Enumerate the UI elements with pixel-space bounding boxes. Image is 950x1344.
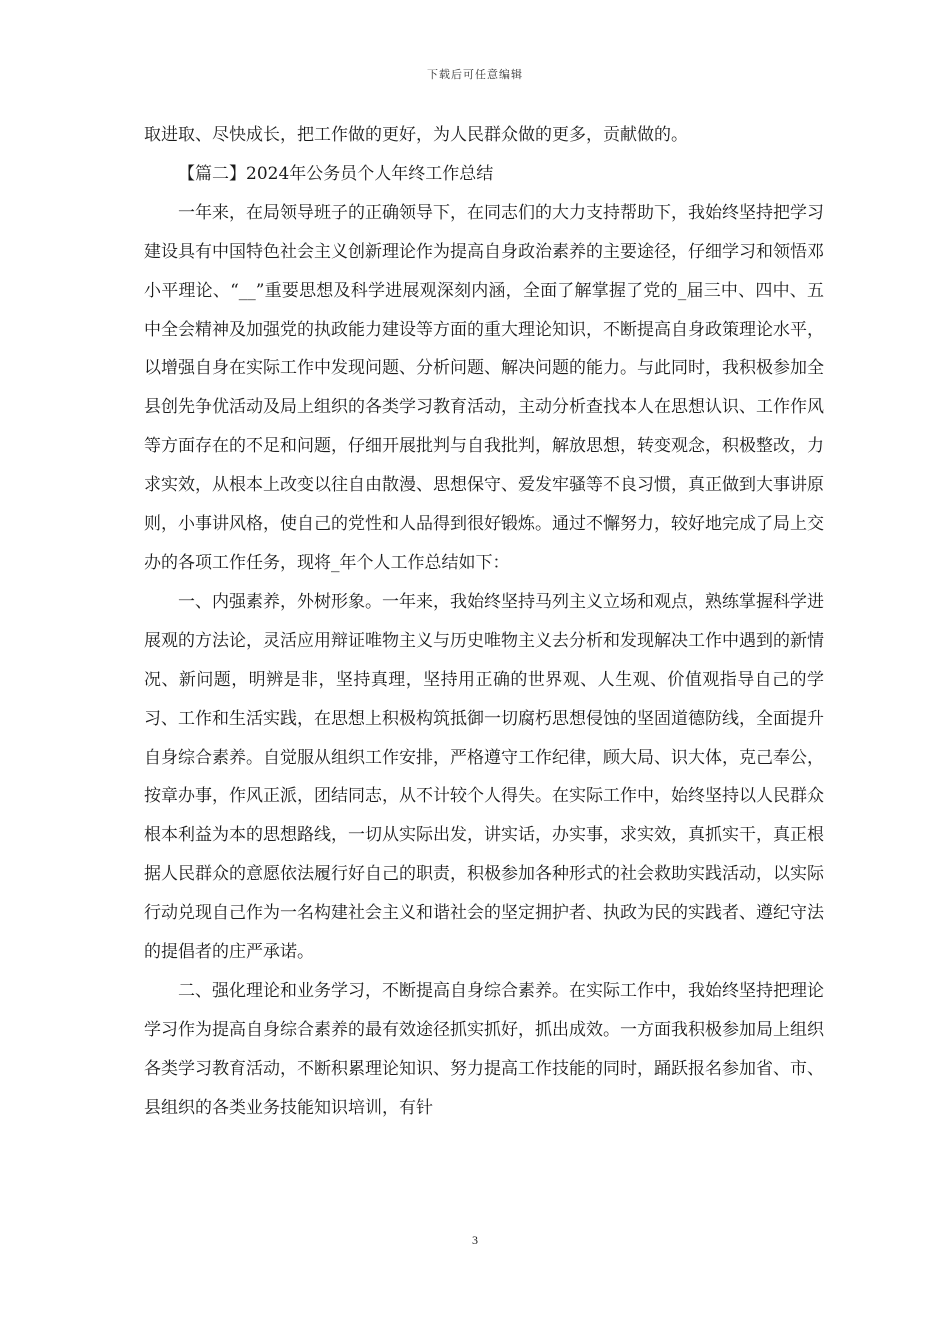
document-body xyxy=(144,116,824,1128)
section-heading: 【篇二】2024年公务员个人年终工作总结 xyxy=(178,163,494,184)
page-number: 3 xyxy=(472,1233,478,1247)
paragraph-intro: 一年来，在局领导班子的正确领导下，在同志们的大力支持帮助下，我始终坚持把学习建设具有中国特色社会主义创新理论作为提高自身政治素养的主要途径，仔细学习和领悟邓小平理论、“__”重要思想及科学进展观深刻内涵，全面了解掌握了党的_届三中、四中、五中全会精神及加强党的执政能力建设等方面的重大理论知识，不断提高自身政策理论水平，以增强自身在实际工作中发现问题、分析问题、解决问题的能力。与此同时，我积极参加全县创先争优活动及局上组织的各类学习教育活动，主动分析查找本人在思想认识、工作作风等方面存在的不足和问题，仔细开展批判与自我批判，解放思想，转变观念，积极整改，力求实效，从根本上改变以往自由散漫、思想保守、爱发牢骚等不良习惯，真正做到大事讲原则，小事讲风格，使自己的党性和人品得到很好锻炼。通过不懈努力，较好地完成了局上交办的各项工作任务，现将_年个人工作总结如下： xyxy=(144,202,824,573)
paragraph-section-one: 一、内强素养，外树形象。一年来，我始终坚持马列主义立场和观点，熟练掌握科学进展观的方法论，灵活应用辩证唯物主义与历史唯物主义去分析和发现解决工作中遇到的新情况、新问题，明辨是非，坚持真理，坚持用正确的世界观、人生观、价值观指导自己的学习、工作和生活实践，在思想上积极构筑抵御一切腐朽思想侵蚀的坚固道德防线，全面提升自身综合素养。自觉服从组织工作安排，严格遵守工作纪律，顾大局、识大体，克己奉公，按章办事，作风正派，团结同志，从不计较个人得失。在实际工作中，始终坚持以人民群众根本利益为本的思想路线，一切从实际出发，讲实话，办实事，求实效，真抓实干，真正根据人民群众的意愿依法履行好自己的职责，积极参加各种形式的社会救助实践活动，以实际行动兑现自己作为一名构建社会主义和谐社会的坚定拥护者、执政为民的实践者、遵纪守法的提倡者的庄严承诺。 xyxy=(144,591,824,963)
paragraph-continuation: 取进取、尽快成长，把工作做的更好，为人民群众做的更多，贡献做的。 xyxy=(144,125,688,145)
paragraph-section-two: 二、强化理论和业务学习，不断提高自身综合素养。在实际工作中，我始终坚持把理论学习作为提高自身综合素养的最有效途径抓实抓好，抓出成效。一方面我积极参加局上组织各类学习教育活动，不断积累理论知识、努力提高工作技能的同时，踊跃报名参加省、市、县组织的各类业务技能知识培训，有针 xyxy=(144,980,824,1118)
page-header-note: 下载后可任意编辑 xyxy=(427,68,523,81)
